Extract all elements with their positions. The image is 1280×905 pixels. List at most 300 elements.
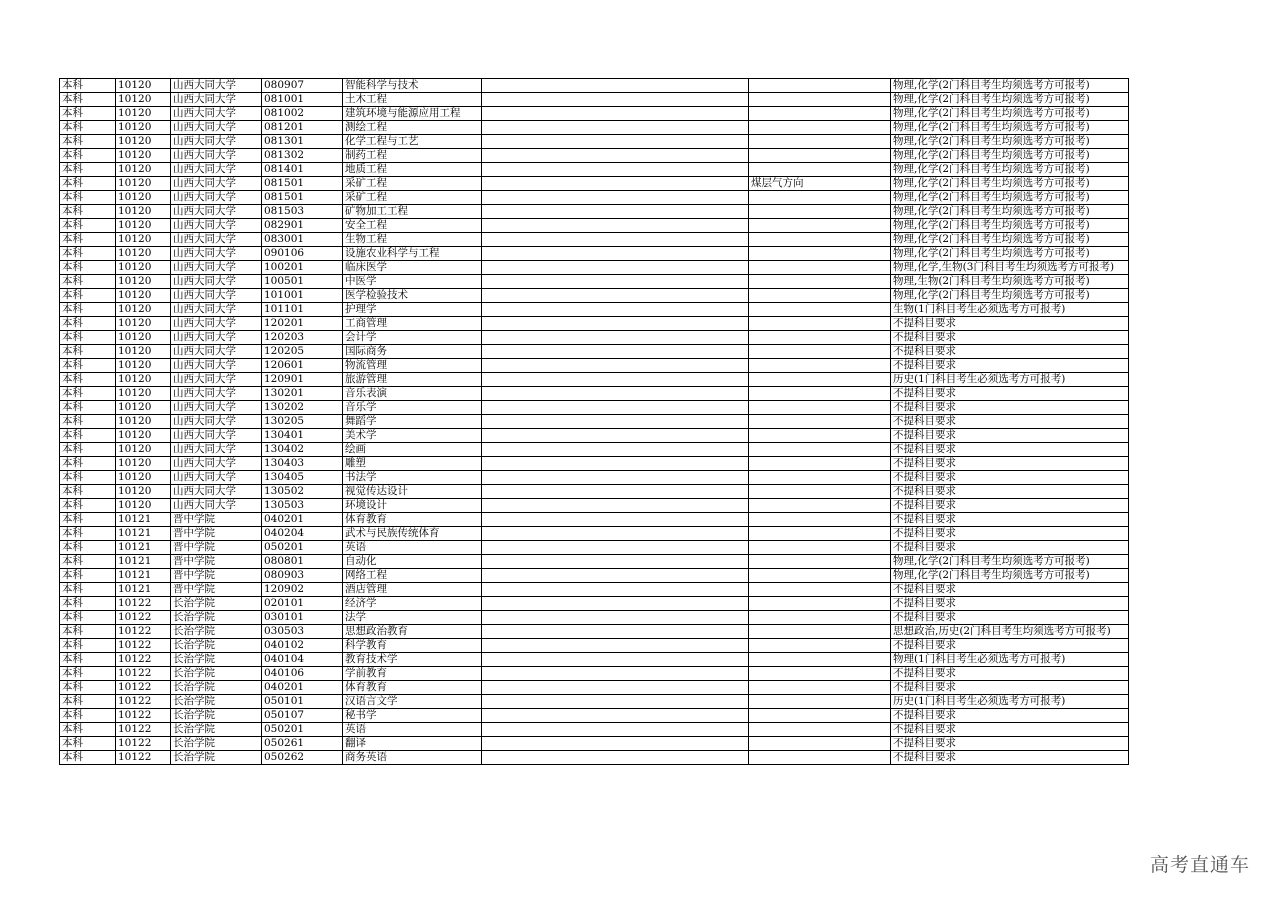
subject-requirement-cell: 不提科目要求 (891, 443, 1129, 457)
major-name-cell: 设施农业科学与工程 (343, 247, 482, 261)
major-code-cell: 130401 (262, 429, 343, 443)
school-name-cell: 山西大同大学 (171, 121, 262, 135)
school-code-cell: 10120 (116, 135, 171, 149)
major-code-cell: 083001 (262, 233, 343, 247)
table-row (60, 149, 1129, 163)
direction-cell (749, 751, 891, 765)
school-code-cell: 10120 (116, 415, 171, 429)
school-name-cell: 山西大同大学 (171, 429, 262, 443)
school-name-cell: 山西大同大学 (171, 289, 262, 303)
school-code-cell: 10120 (116, 233, 171, 247)
school-name-cell: 晋中学院 (171, 513, 262, 527)
school-name-cell: 山西大同大学 (171, 107, 262, 121)
major-code-cell: 130202 (262, 401, 343, 415)
school-code-cell: 10120 (116, 107, 171, 121)
level-cell: 本科 (60, 149, 116, 163)
direction-cell (749, 429, 891, 443)
major-code-cell: 120201 (262, 317, 343, 331)
table-row (60, 471, 1129, 485)
school-name-cell: 长治学院 (171, 611, 262, 625)
note-cell (482, 555, 749, 569)
major-code-cell: 040201 (262, 681, 343, 695)
school-code-cell: 10122 (116, 653, 171, 667)
school-code-cell: 10120 (116, 359, 171, 373)
level-cell: 本科 (60, 135, 116, 149)
table-row (60, 527, 1129, 541)
major-name-cell: 采矿工程 (343, 177, 482, 191)
major-code-cell: 101001 (262, 289, 343, 303)
school-code-cell: 10120 (116, 191, 171, 205)
level-cell: 本科 (60, 541, 116, 555)
direction-cell (749, 513, 891, 527)
level-cell: 本科 (60, 485, 116, 499)
subject-requirement-cell: 不提科目要求 (891, 429, 1129, 443)
school-code-cell: 10120 (116, 401, 171, 415)
direction-cell (749, 723, 891, 737)
major-code-cell: 090106 (262, 247, 343, 261)
major-code-cell: 040102 (262, 639, 343, 653)
direction-cell (749, 275, 891, 289)
school-name-cell: 晋中学院 (171, 583, 262, 597)
school-name-cell: 山西大同大学 (171, 303, 262, 317)
note-cell (482, 107, 749, 121)
note-cell (482, 79, 749, 93)
school-name-cell: 长治学院 (171, 597, 262, 611)
direction-cell (749, 597, 891, 611)
table-row (60, 289, 1129, 303)
direction-cell (749, 233, 891, 247)
subject-requirement-cell: 物理,化学(2门科目考生均须选考方可报考) (891, 555, 1129, 569)
subject-requirement-cell: 物理,化学(2门科目考生均须选考方可报考) (891, 233, 1129, 247)
subject-requirement-cell: 不提科目要求 (891, 751, 1129, 765)
table-row (60, 429, 1129, 443)
subject-requirement-cell: 历史(1门科目考生必须选考方可报考) (891, 695, 1129, 709)
major-code-cell: 050101 (262, 695, 343, 709)
major-name-cell: 网络工程 (343, 569, 482, 583)
table-row (60, 625, 1129, 639)
note-cell (482, 247, 749, 261)
school-name-cell: 山西大同大学 (171, 205, 262, 219)
table-row (60, 457, 1129, 471)
direction-cell (749, 373, 891, 387)
table-row (60, 695, 1129, 709)
major-code-cell: 100501 (262, 275, 343, 289)
school-name-cell: 山西大同大学 (171, 191, 262, 205)
table-row (60, 611, 1129, 625)
major-code-cell: 130503 (262, 499, 343, 513)
major-name-cell: 雕塑 (343, 457, 482, 471)
subject-requirement-cell: 不提科目要求 (891, 359, 1129, 373)
direction-cell (749, 205, 891, 219)
major-code-cell: 081201 (262, 121, 343, 135)
major-name-cell: 护理学 (343, 303, 482, 317)
major-name-cell: 英语 (343, 723, 482, 737)
major-name-cell: 测绘工程 (343, 121, 482, 135)
level-cell: 本科 (60, 121, 116, 135)
note-cell (482, 667, 749, 681)
note-cell (482, 135, 749, 149)
major-code-cell: 081002 (262, 107, 343, 121)
school-name-cell: 山西大同大学 (171, 219, 262, 233)
major-name-cell: 采矿工程 (343, 191, 482, 205)
direction-cell (749, 149, 891, 163)
subject-requirement-cell: 不提科目要求 (891, 709, 1129, 723)
subject-requirement-cell: 不提科目要求 (891, 583, 1129, 597)
major-code-cell: 120902 (262, 583, 343, 597)
major-code-cell: 080907 (262, 79, 343, 93)
major-code-cell: 120901 (262, 373, 343, 387)
major-name-cell: 体育教育 (343, 513, 482, 527)
school-name-cell: 山西大同大学 (171, 499, 262, 513)
major-name-cell: 智能科学与技术 (343, 79, 482, 93)
note-cell (482, 289, 749, 303)
note-cell (482, 527, 749, 541)
level-cell: 本科 (60, 681, 116, 695)
school-code-cell: 10120 (116, 429, 171, 443)
subject-requirement-cell: 不提科目要求 (891, 387, 1129, 401)
school-name-cell: 长治学院 (171, 695, 262, 709)
school-code-cell: 10120 (116, 163, 171, 177)
major-code-cell: 081001 (262, 93, 343, 107)
level-cell: 本科 (60, 583, 116, 597)
level-cell: 本科 (60, 751, 116, 765)
table-row (60, 331, 1129, 345)
note-cell (482, 513, 749, 527)
major-code-cell: 081501 (262, 191, 343, 205)
school-code-cell: 10121 (116, 569, 171, 583)
school-name-cell: 晋中学院 (171, 541, 262, 555)
table-row (60, 555, 1129, 569)
school-code-cell: 10120 (116, 275, 171, 289)
major-name-cell: 会计学 (343, 331, 482, 345)
direction-cell (749, 387, 891, 401)
major-name-cell: 制药工程 (343, 149, 482, 163)
level-cell: 本科 (60, 737, 116, 751)
major-code-cell: 081301 (262, 135, 343, 149)
note-cell (482, 359, 749, 373)
school-code-cell: 10121 (116, 541, 171, 555)
note-cell (482, 261, 749, 275)
table-row (60, 219, 1129, 233)
major-name-cell: 武术与民族传统体育 (343, 527, 482, 541)
table-row (60, 107, 1129, 121)
subject-requirement-cell: 物理,化学(2门科目考生均须选考方可报考) (891, 107, 1129, 121)
school-name-cell: 山西大同大学 (171, 79, 262, 93)
level-cell: 本科 (60, 275, 116, 289)
major-name-cell: 安全工程 (343, 219, 482, 233)
school-name-cell: 山西大同大学 (171, 135, 262, 149)
note-cell (482, 429, 749, 443)
level-cell: 本科 (60, 93, 116, 107)
subject-requirement-cell: 物理,化学(2门科目考生均须选考方可报考) (891, 177, 1129, 191)
major-name-cell: 地质工程 (343, 163, 482, 177)
major-name-cell: 翻译 (343, 737, 482, 751)
table-row (60, 653, 1129, 667)
major-code-cell: 080801 (262, 555, 343, 569)
level-cell: 本科 (60, 667, 116, 681)
subject-requirement-cell: 不提科目要求 (891, 527, 1129, 541)
level-cell: 本科 (60, 429, 116, 443)
school-name-cell: 山西大同大学 (171, 317, 262, 331)
school-name-cell: 山西大同大学 (171, 443, 262, 457)
note-cell (482, 317, 749, 331)
level-cell: 本科 (60, 191, 116, 205)
table-row (60, 79, 1129, 93)
school-code-cell: 10120 (116, 303, 171, 317)
school-code-cell: 10121 (116, 583, 171, 597)
major-code-cell: 040201 (262, 513, 343, 527)
direction-cell (749, 471, 891, 485)
table-row (60, 163, 1129, 177)
major-code-cell: 040204 (262, 527, 343, 541)
major-name-cell: 经济学 (343, 597, 482, 611)
level-cell: 本科 (60, 303, 116, 317)
major-code-cell: 101101 (262, 303, 343, 317)
major-name-cell: 秘书学 (343, 709, 482, 723)
level-cell: 本科 (60, 317, 116, 331)
level-cell: 本科 (60, 247, 116, 261)
subject-requirement-cell: 不提科目要求 (891, 541, 1129, 555)
school-code-cell: 10121 (116, 527, 171, 541)
major-code-cell: 130201 (262, 387, 343, 401)
subject-requirement-cell: 历史(1门科目考生必须选考方可报考) (891, 373, 1129, 387)
major-name-cell: 旅游管理 (343, 373, 482, 387)
major-name-cell: 学前教育 (343, 667, 482, 681)
school-name-cell: 山西大同大学 (171, 415, 262, 429)
table-row (60, 373, 1129, 387)
school-name-cell: 山西大同大学 (171, 457, 262, 471)
major-name-cell: 绘画 (343, 443, 482, 457)
school-name-cell: 长治学院 (171, 709, 262, 723)
level-cell: 本科 (60, 625, 116, 639)
subject-requirement-cell: 不提科目要求 (891, 415, 1129, 429)
note-cell (482, 709, 749, 723)
subject-requirement-cell: 不提科目要求 (891, 513, 1129, 527)
subject-requirement-cell: 不提科目要求 (891, 345, 1129, 359)
level-cell: 本科 (60, 723, 116, 737)
note-cell (482, 737, 749, 751)
school-code-cell: 10122 (116, 723, 171, 737)
school-code-cell: 10120 (116, 443, 171, 457)
subject-requirement-cell: 物理,化学(2门科目考生均须选考方可报考) (891, 121, 1129, 135)
major-code-cell: 040104 (262, 653, 343, 667)
school-name-cell: 山西大同大学 (171, 93, 262, 107)
subject-requirement-cell: 思想政治,历史(2门科目考生均须选考方可报考) (891, 625, 1129, 639)
major-name-cell: 土木工程 (343, 93, 482, 107)
subject-requirement-cell: 不提科目要求 (891, 611, 1129, 625)
table-row (60, 443, 1129, 457)
note-cell (482, 583, 749, 597)
school-code-cell: 10120 (116, 247, 171, 261)
note-cell (482, 387, 749, 401)
table-row (60, 191, 1129, 205)
subject-requirement-cell: 不提科目要求 (891, 681, 1129, 695)
note-cell (482, 597, 749, 611)
school-code-cell: 10120 (116, 373, 171, 387)
major-name-cell: 建筑环境与能源应用工程 (343, 107, 482, 121)
major-code-cell: 130403 (262, 457, 343, 471)
level-cell: 本科 (60, 331, 116, 345)
major-code-cell: 130402 (262, 443, 343, 457)
school-code-cell: 10120 (116, 331, 171, 345)
direction-cell (749, 317, 891, 331)
level-cell: 本科 (60, 457, 116, 471)
subject-requirement-cell: 不提科目要求 (891, 331, 1129, 345)
direction-cell (749, 289, 891, 303)
major-code-cell: 130502 (262, 485, 343, 499)
level-cell: 本科 (60, 471, 116, 485)
school-code-cell: 10121 (116, 513, 171, 527)
major-name-cell: 矿物加工工程 (343, 205, 482, 219)
major-code-cell: 081302 (262, 149, 343, 163)
major-name-cell: 美术学 (343, 429, 482, 443)
note-cell (482, 681, 749, 695)
school-name-cell: 山西大同大学 (171, 233, 262, 247)
school-name-cell: 山西大同大学 (171, 149, 262, 163)
school-name-cell: 山西大同大学 (171, 177, 262, 191)
level-cell: 本科 (60, 527, 116, 541)
major-code-cell: 081503 (262, 205, 343, 219)
level-cell: 本科 (60, 107, 116, 121)
school-name-cell: 山西大同大学 (171, 387, 262, 401)
direction-cell (749, 737, 891, 751)
direction-cell (749, 709, 891, 723)
table-row (60, 681, 1129, 695)
note-cell (482, 219, 749, 233)
direction-cell (749, 457, 891, 471)
direction-cell (749, 681, 891, 695)
subject-requirement-cell: 物理,化学(2门科目考生均须选考方可报考) (891, 93, 1129, 107)
table-row (60, 303, 1129, 317)
subject-requirement-cell: 物理,化学,生物(3门科目考生均须选考方可报考) (891, 261, 1129, 275)
note-cell (482, 639, 749, 653)
level-cell: 本科 (60, 611, 116, 625)
subject-requirement-cell: 不提科目要求 (891, 457, 1129, 471)
school-code-cell: 10121 (116, 555, 171, 569)
note-cell (482, 373, 749, 387)
school-code-cell: 10120 (116, 93, 171, 107)
subject-requirement-cell: 不提科目要求 (891, 667, 1129, 681)
note-cell (482, 345, 749, 359)
level-cell: 本科 (60, 387, 116, 401)
direction-cell (749, 653, 891, 667)
subject-requirement-cell: 物理,化学(2门科目考生均须选考方可报考) (891, 569, 1129, 583)
level-cell: 本科 (60, 695, 116, 709)
major-code-cell: 050201 (262, 541, 343, 555)
major-name-cell: 舞蹈学 (343, 415, 482, 429)
subject-requirement-cell: 不提科目要求 (891, 737, 1129, 751)
major-name-cell: 科学教育 (343, 639, 482, 653)
subject-requirement-cell: 不提科目要求 (891, 401, 1129, 415)
subject-requirement-cell: 不提科目要求 (891, 317, 1129, 331)
direction-cell (749, 401, 891, 415)
note-cell (482, 205, 749, 219)
school-name-cell: 长治学院 (171, 653, 262, 667)
school-code-cell: 10120 (116, 219, 171, 233)
major-name-cell: 临床医学 (343, 261, 482, 275)
school-code-cell: 10120 (116, 261, 171, 275)
level-cell: 本科 (60, 499, 116, 513)
direction-cell (749, 79, 891, 93)
subject-requirement-cell: 不提科目要求 (891, 471, 1129, 485)
subject-requirement-cell: 不提科目要求 (891, 723, 1129, 737)
major-code-cell: 040106 (262, 667, 343, 681)
school-code-cell: 10120 (116, 205, 171, 219)
direction-cell (749, 485, 891, 499)
major-code-cell: 120601 (262, 359, 343, 373)
direction-cell (749, 359, 891, 373)
school-code-cell: 10122 (116, 639, 171, 653)
major-name-cell: 书法学 (343, 471, 482, 485)
note-cell (482, 625, 749, 639)
school-code-cell: 10122 (116, 709, 171, 723)
level-cell: 本科 (60, 219, 116, 233)
school-code-cell: 10120 (116, 387, 171, 401)
level-cell: 本科 (60, 373, 116, 387)
school-name-cell: 山西大同大学 (171, 331, 262, 345)
school-code-cell: 10122 (116, 681, 171, 695)
direction-cell (749, 695, 891, 709)
table-row (60, 415, 1129, 429)
note-cell (482, 485, 749, 499)
major-code-cell: 030101 (262, 611, 343, 625)
school-name-cell: 山西大同大学 (171, 275, 262, 289)
direction-cell (749, 219, 891, 233)
subject-requirement-cell: 物理(1门科目考生必须选考方可报考) (891, 653, 1129, 667)
major-name-cell: 化学工程与工艺 (343, 135, 482, 149)
school-code-cell: 10120 (116, 121, 171, 135)
table-row (60, 513, 1129, 527)
direction-cell (749, 93, 891, 107)
school-name-cell: 山西大同大学 (171, 247, 262, 261)
level-cell: 本科 (60, 443, 116, 457)
school-code-cell: 10122 (116, 597, 171, 611)
school-name-cell: 长治学院 (171, 625, 262, 639)
major-name-cell: 环境设计 (343, 499, 482, 513)
note-cell (482, 93, 749, 107)
school-name-cell: 山西大同大学 (171, 485, 262, 499)
level-cell: 本科 (60, 639, 116, 653)
subject-requirement-cell: 物理,化学(2门科目考生均须选考方可报考) (891, 149, 1129, 163)
note-cell (482, 611, 749, 625)
direction-cell (749, 135, 891, 149)
major-code-cell: 081401 (262, 163, 343, 177)
table-row (60, 135, 1129, 149)
school-name-cell: 长治学院 (171, 667, 262, 681)
note-cell (482, 401, 749, 415)
level-cell: 本科 (60, 163, 116, 177)
major-code-cell: 082901 (262, 219, 343, 233)
school-name-cell: 山西大同大学 (171, 471, 262, 485)
school-code-cell: 10120 (116, 457, 171, 471)
school-code-cell: 10122 (116, 611, 171, 625)
note-cell (482, 443, 749, 457)
level-cell: 本科 (60, 359, 116, 373)
major-name-cell: 汉语言文学 (343, 695, 482, 709)
table-row (60, 569, 1129, 583)
note-cell (482, 653, 749, 667)
major-code-cell: 081501 (262, 177, 343, 191)
school-code-cell: 10122 (116, 667, 171, 681)
direction-cell (749, 261, 891, 275)
level-cell: 本科 (60, 345, 116, 359)
direction-cell (749, 107, 891, 121)
major-code-cell: 050107 (262, 709, 343, 723)
table-row (60, 205, 1129, 219)
school-code-cell: 10120 (116, 499, 171, 513)
level-cell: 本科 (60, 709, 116, 723)
subject-requirement-cell: 物理,化学(2门科目考生均须选考方可报考) (891, 191, 1129, 205)
